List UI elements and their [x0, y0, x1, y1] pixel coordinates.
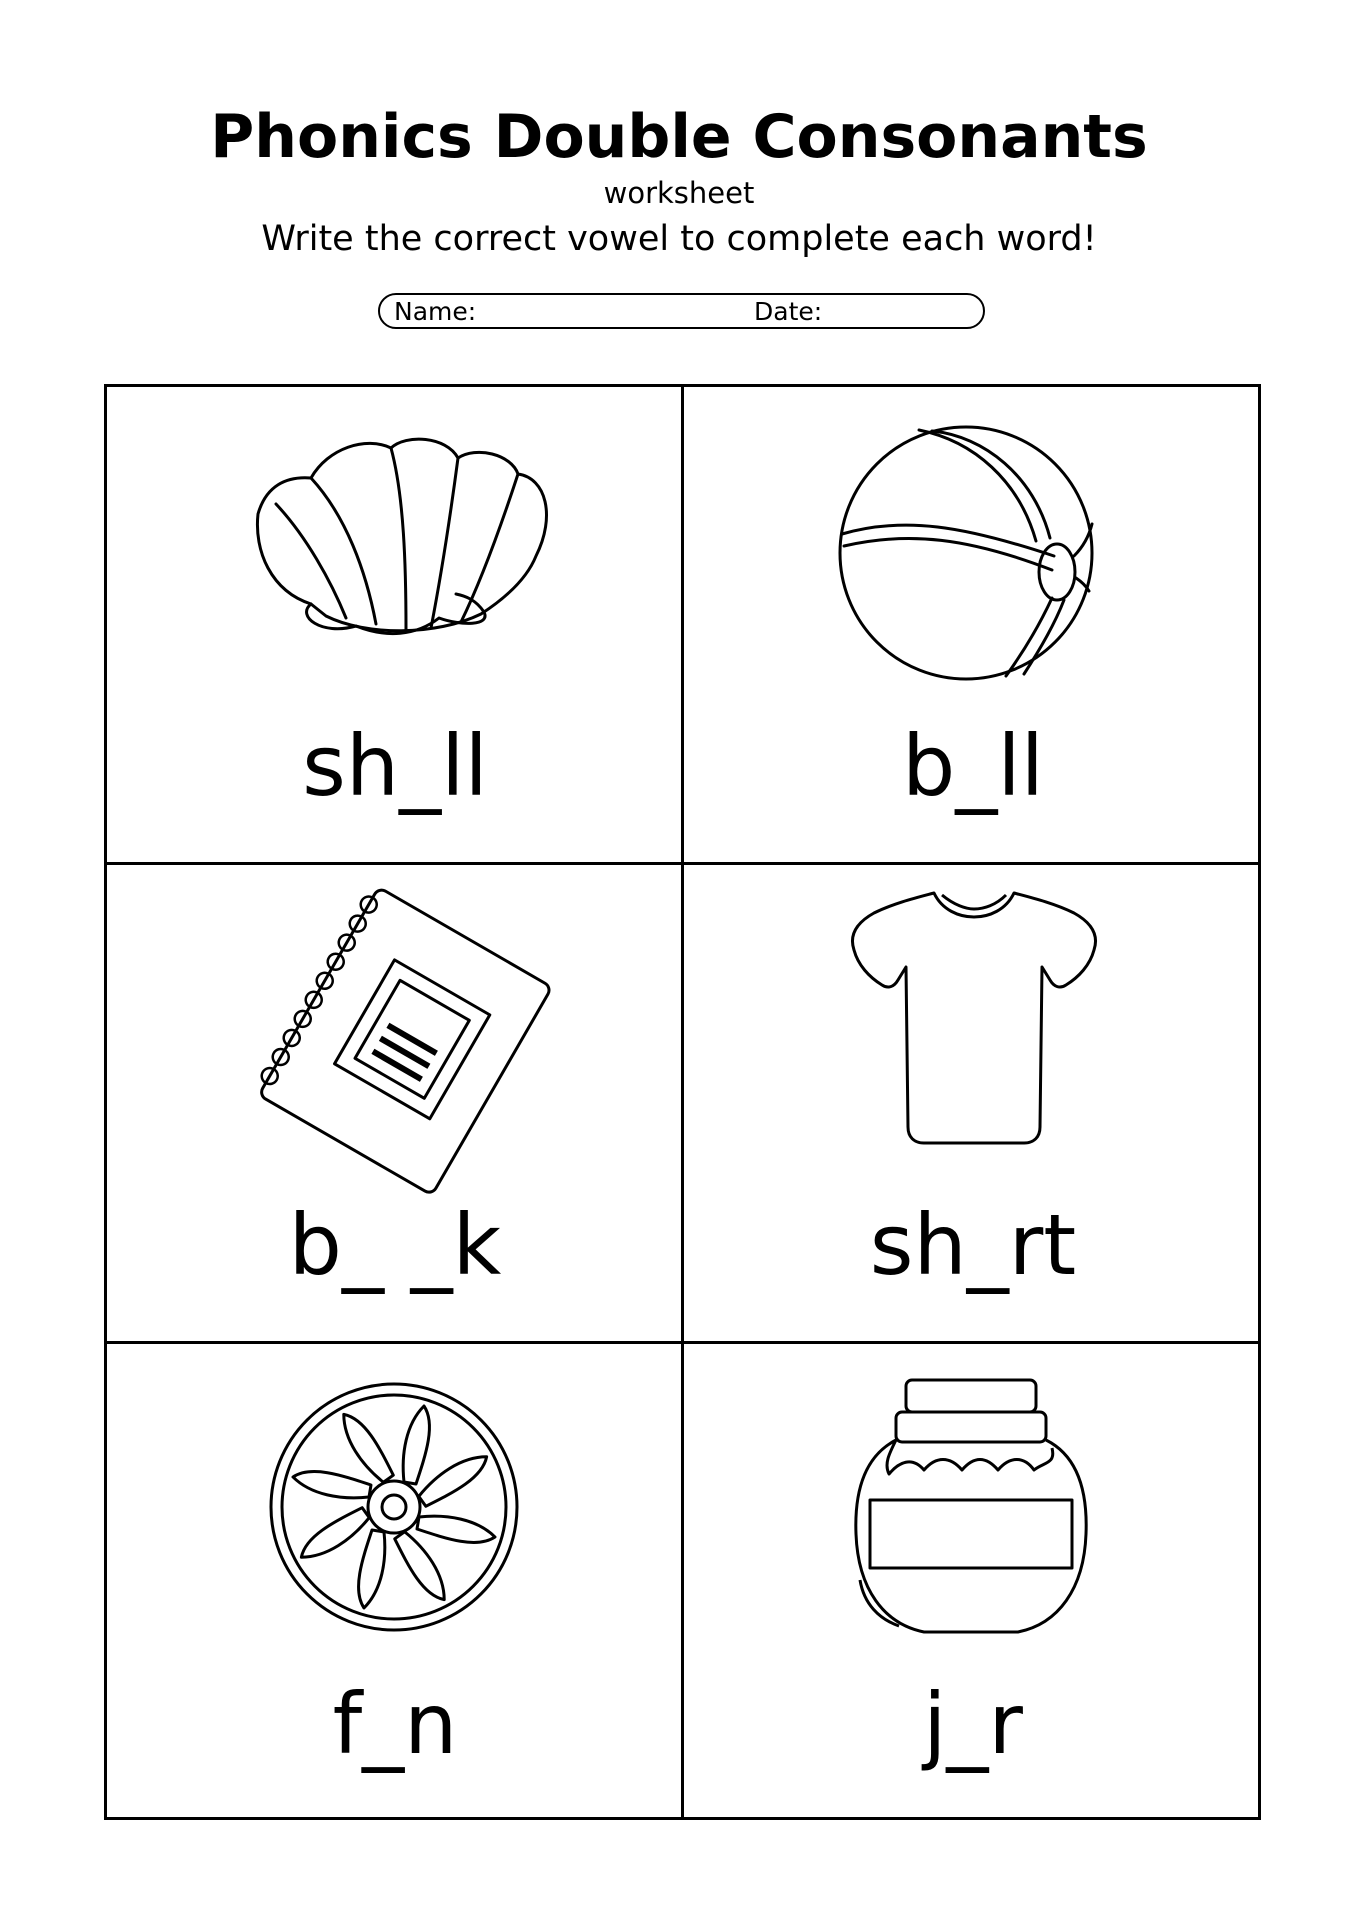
- word-card-ball: [684, 386, 1262, 864]
- notebook-icon: [106, 865, 684, 1205]
- word-card-notebook: [106, 865, 684, 1343]
- worksheet-title: Phonics Double Consonants: [210, 102, 1148, 172]
- word-prompt: b_ _k: [288, 1196, 502, 1294]
- word-card-jar: [684, 1344, 1262, 1822]
- word-card-shirt: [684, 865, 1262, 1343]
- jar-icon: [684, 1344, 1262, 1684]
- word-prompt: b_ll: [902, 717, 1044, 815]
- fan-icon: [106, 1344, 684, 1684]
- word-prompt: sh_rt: [869, 1196, 1077, 1294]
- word-card-fan: [106, 1344, 684, 1822]
- word-prompt: j_r: [923, 1675, 1023, 1773]
- word-card-shell: [106, 386, 684, 864]
- name-date-field[interactable]: [378, 293, 985, 329]
- shirt-icon: [684, 865, 1262, 1205]
- shell-icon: [106, 386, 684, 726]
- ball-icon: [684, 386, 1262, 726]
- word-prompt: f_n: [332, 1675, 458, 1773]
- word-prompt: sh_ll: [302, 717, 488, 815]
- date-label: Date:: [754, 297, 823, 326]
- worksheet-subtitle: worksheet: [603, 176, 755, 210]
- name-label: Name:: [394, 297, 477, 326]
- instruction-text: Write the correct vowel to complete each word!: [261, 219, 1097, 259]
